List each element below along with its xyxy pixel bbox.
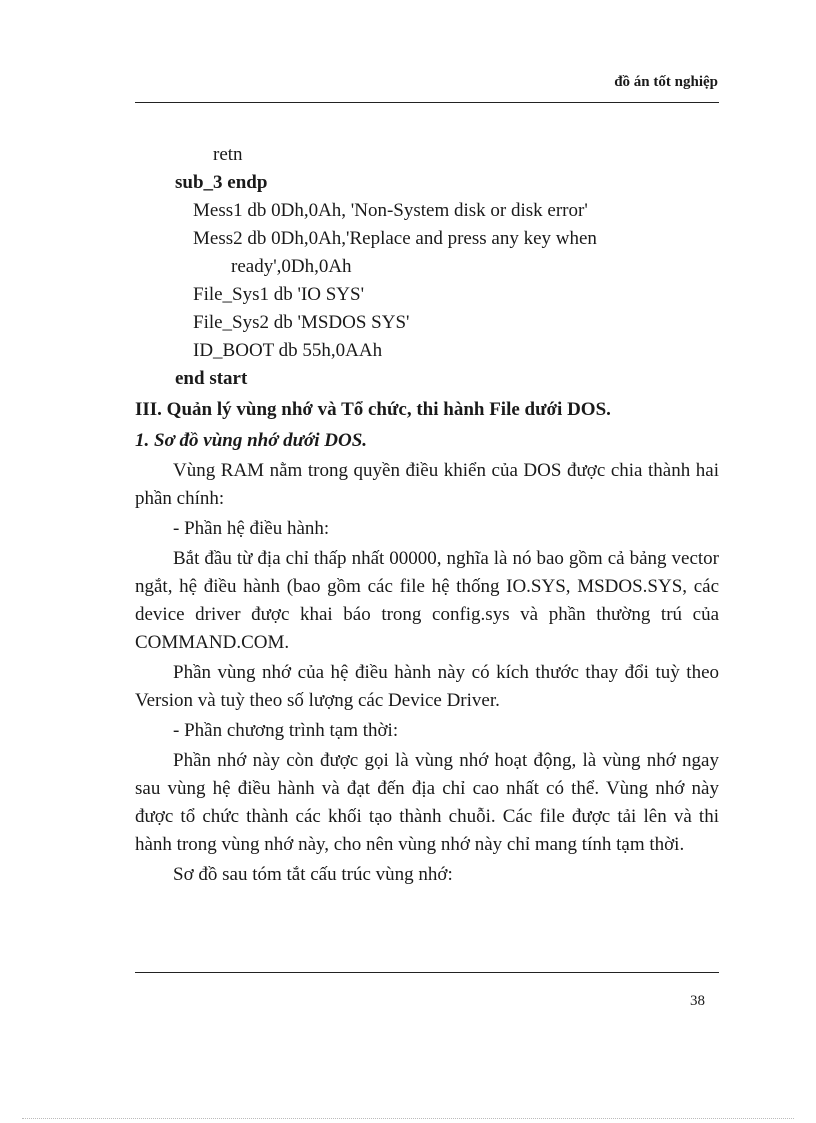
- code-line: Mess1 db 0Dh,0Ah, 'Non-System disk or disk error': [193, 200, 588, 221]
- paragraph: - Phần hệ điều hành:: [173, 518, 330, 539]
- code-line: File_Sys2 db 'MSDOS SYS': [193, 312, 410, 333]
- section-heading: III. Quản lý vùng nhớ và Tổ chức, thi hành File dưới DOS.: [135, 399, 611, 420]
- code-line: end start: [175, 368, 248, 389]
- paragraph: Sơ đồ sau tóm tắt cấu trúc vùng nhớ:: [173, 864, 453, 885]
- code-line: sub_3 endp: [175, 172, 268, 193]
- code-line: ready',0Dh,0Ah: [231, 256, 352, 277]
- code-line: ID_BOOT db 55h,0AAh: [193, 340, 383, 361]
- paragraph: - Phần chương trình tạm thời:: [173, 720, 399, 741]
- page-edge-divider: [22, 1118, 794, 1119]
- header-rule: [135, 102, 719, 103]
- code-line: File_Sys1 db 'IO SYS': [193, 284, 365, 305]
- paragraph: Phần vùng nhớ của hệ điều hành này có kích thước thay đổi tuỳ theo Version và tuỳ theo số lượng các Device Driver.: [135, 662, 719, 711]
- code-line: Mess2 db 0Dh,0Ah,'Replace and press any key when: [193, 228, 597, 249]
- page-body: [135, 141, 719, 889]
- paragraph: Phần nhớ này còn được gọi là vùng nhớ hoạt động, là vùng nhớ ngay sau vùng hệ điều hành và đạt đến địa chỉ cao nhất có thể. Vùng nhớ này được tổ chức thành các khối tạo thành chuỗi. Các file được tải lên và thi hành trong vùng nhớ này, cho nên vùng nhớ này chỉ mang tính tạm thời.: [135, 750, 719, 855]
- running-header: đồ án tốt nghiệp: [614, 74, 718, 90]
- code-line: retn: [213, 144, 243, 165]
- paragraph: Vùng RAM nằm trong quyền điều khiển của DOS được chia thành hai phần chính:: [135, 460, 719, 509]
- subsection-heading: 1. Sơ đồ vùng nhớ dưới DOS.: [135, 430, 368, 451]
- page-number: 38: [690, 993, 705, 1009]
- paragraph: Bắt đầu từ địa chỉ thấp nhất 00000, nghĩa là nó bao gồm cả bảng vector ngắt, hệ điều hành (bao gồm các file hệ thống IO.SYS, MSDOS.SYS, các device driver được khai báo trong config.sys và phần thường trú của COMMAND.COM.: [135, 548, 719, 653]
- footer-rule: [135, 972, 719, 973]
